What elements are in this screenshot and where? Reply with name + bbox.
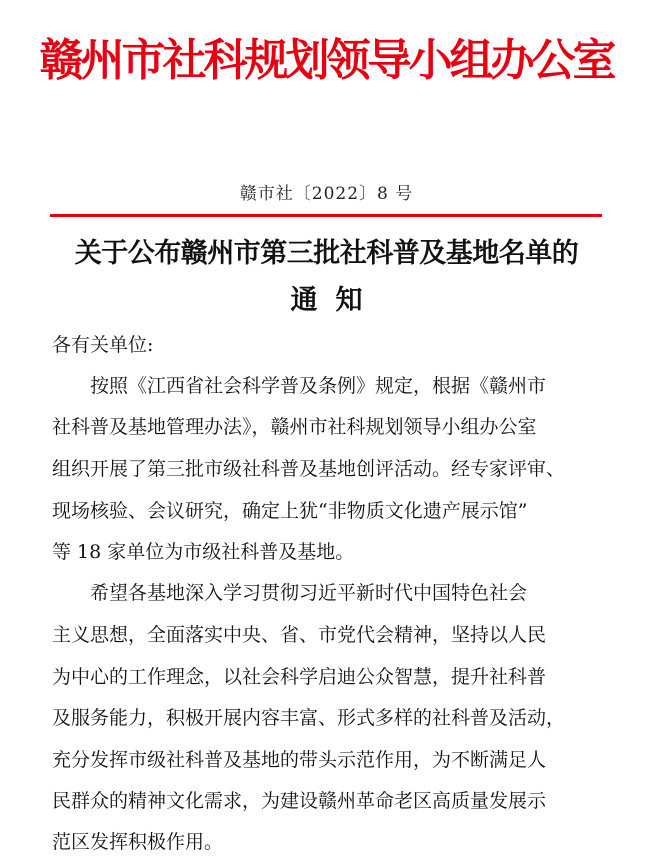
paragraph-2-line: 希望各基地深入学习贯彻习近平新时代中国特色社会: [90, 582, 528, 604]
paragraph-2-line: 民群众的精神文化需求，为建设赣州革命老区高质量发展示: [52, 790, 547, 812]
paragraph-2-line: 范区发挥积极作用。: [52, 831, 224, 853]
masthead-title: 赣州市社科规划领导小组办公室: [39, 35, 614, 86]
paragraph-2-line: 充分发挥市级社科普及基地的带头示范作用，为不断满足人: [52, 749, 547, 771]
paragraph-2-line: 及服务能力，积极开展内容丰富、形式多样的社科普及活动，: [52, 707, 566, 729]
paragraph-1-line: 组织开展了第三批市级社科普及基地创评活动。经专家评审、: [52, 458, 566, 480]
paragraph-1-line: 等 18 家单位为市级社科普及基地。: [52, 541, 355, 563]
paragraph-2-line: 为中心的工作理念，以社会科学启迪公众智慧，提升社科普: [52, 666, 547, 688]
paragraph-1-line: 按照《江西省社会科学普及条例》规定，根据《赣州市: [90, 375, 547, 397]
salutation: 各有关单位:: [52, 334, 154, 356]
document-number: 赣市社〔2022〕8 号: [239, 184, 414, 204]
paragraph-2-line: 主义思想，全面落实中央、省、市党代会精神，坚持以人民: [52, 624, 547, 646]
paragraph-1-line: 现场核验、会议研究，确定上犹“非物质文化遗产展示馆”: [52, 500, 528, 522]
notice-title-line-1: 关于公布赣州市第三批社科普及基地名单的: [74, 238, 579, 269]
notice-title-line-2: 通知: [290, 285, 381, 316]
paragraph-1-line: 社科普及基地管理办法》，赣州市社科规划领导小组办公室: [52, 416, 537, 438]
red-divider-line: [50, 214, 602, 217]
